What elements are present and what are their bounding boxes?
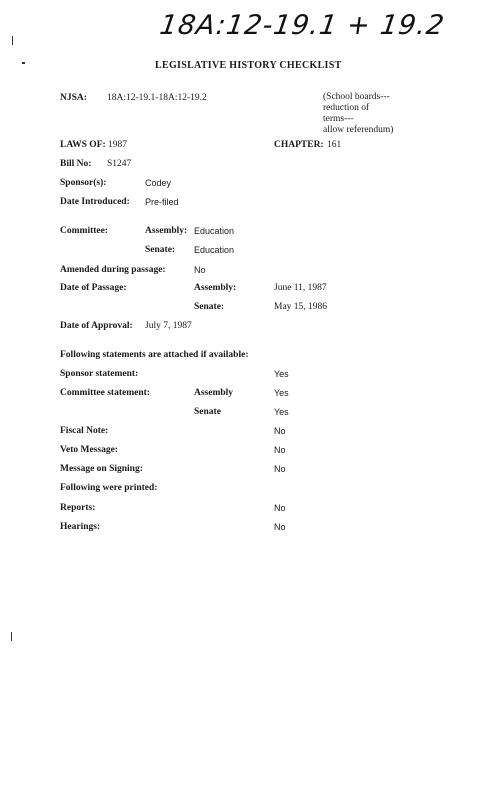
committee-label: Committee: <box>60 226 109 236</box>
date-of-approval-label: Date of Approval: <box>60 321 133 331</box>
passage-senate-label: Senate: <box>194 302 225 312</box>
committee-senate-value: Education <box>194 245 235 255</box>
checklist-title: LEGISLATIVE HISTORY CHECKLIST <box>155 60 342 71</box>
scan-mark <box>11 632 12 641</box>
following-printed-heading: Following were printed: <box>60 483 158 493</box>
committee-statement-label: Committee statement: <box>60 388 150 398</box>
njsa-note <box>323 92 473 136</box>
veto-message-label: Veto Message: <box>60 445 118 455</box>
njsa-note-line: allow referendum) <box>323 125 394 135</box>
laws-of-label: LAWS OF: <box>60 140 106 150</box>
message-on-signing-label: Message on Signing: <box>60 464 143 474</box>
date-introduced-value: Pre-filed <box>145 197 179 207</box>
date-of-approval-value: July 7, 1987 <box>145 321 192 331</box>
njsa-label: NJSA: <box>60 93 87 103</box>
scan-mark <box>12 36 13 45</box>
fiscal-note-label: Fiscal Note: <box>60 426 109 436</box>
njsa-note-line: reduction of <box>323 103 370 113</box>
hearings-value: No <box>274 522 286 532</box>
passage-senate-value: May 15, 1986 <box>274 302 328 312</box>
committee-assembly-label: Assembly: <box>145 226 188 236</box>
chapter-value: 161 <box>327 140 342 150</box>
following-attached-heading: Following statements are attached if available: <box>60 350 249 360</box>
chapter-label: CHAPTER: <box>274 140 324 150</box>
sponsor-statement-value: Yes <box>274 369 289 379</box>
sponsor-statement-label: Sponsor statement: <box>60 369 139 379</box>
committee-statement-assembly-value: Yes <box>274 388 289 398</box>
sponsor-value: Codey <box>145 178 172 188</box>
date-introduced-label: Date Introduced: <box>60 197 130 207</box>
committee-statement-senate-label: Senate <box>194 407 221 417</box>
njsa-note-line: terms--- <box>323 114 354 124</box>
hearings-label: Hearings: <box>60 522 101 532</box>
njsa-note-line: (School boards--- <box>323 92 390 102</box>
bill-no-value: S1247 <box>107 159 132 169</box>
passage-assembly-label: Assembly: <box>194 283 237 293</box>
date-of-passage-label: Date of Passage: <box>60 283 127 293</box>
laws-of-value: 1987 <box>108 140 127 150</box>
veto-message-value: No <box>274 445 286 455</box>
handwritten-statute-title: 18A:12-19.1 + 19.2 <box>157 10 447 41</box>
committee-assembly-value: Education <box>194 226 235 236</box>
committee-senate-label: Senate: <box>145 245 176 255</box>
bill-no-label: Bill No: <box>60 159 92 169</box>
fiscal-note-value: No <box>274 426 286 436</box>
sponsor-label: Sponsor(s): <box>60 178 107 188</box>
reports-label: Reports: <box>60 503 96 513</box>
committee-statement-assembly-label: Assembly <box>194 388 234 398</box>
passage-assembly-value: June 11, 1987 <box>274 283 327 293</box>
scan-mark <box>22 62 25 64</box>
message-on-signing-value: No <box>274 464 286 474</box>
amended-label: Amended during passage: <box>60 265 166 275</box>
reports-value: No <box>274 503 286 513</box>
committee-statement-senate-value: Yes <box>274 407 289 417</box>
amended-value: No <box>194 265 206 275</box>
njsa-value: 18A:12-19.1-18A:12-19.2 <box>107 93 207 103</box>
